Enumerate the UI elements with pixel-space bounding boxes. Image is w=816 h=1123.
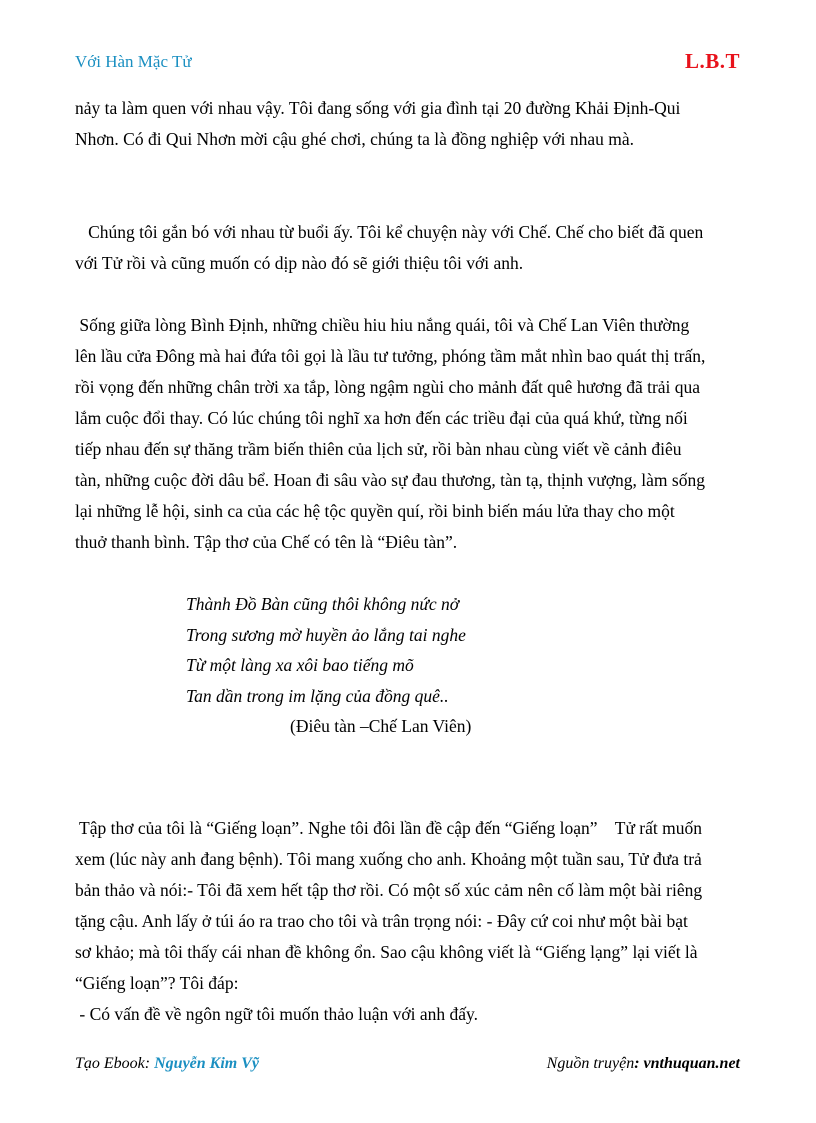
poem-line: Tan dần trong im lặng của đồng quê.. [186, 685, 449, 706]
text-line: Nhơn. Có đi Qui Nhơn mời cậu ghé chơi, chúng ta là đồng nghiệp với nhau mà. [75, 129, 635, 149]
footer-ebook-credit [75, 1055, 259, 1073]
text-line: Sống giữa lòng Bình Định, những chiều hiu hiu nắng quái, tôi và Chế Lan Viên thường [75, 315, 690, 335]
poem-block [75, 589, 747, 742]
text-line: lại những lễ hội, sinh ca của các hệ tộc quyền quí, rồi binh biến máu lửa thay cho một [75, 501, 675, 521]
text-line: lắm cuộc đổi thay. Có lúc chúng tôi nghĩ xa hơn đến các triều đại của quá khứ, từng nối [75, 408, 688, 428]
paragraph-2 [75, 186, 747, 279]
text-line: Tập thơ của tôi là “Giếng loạn”. Nghe tôi đôi lần đề cập đến “Giếng loạn” Tử rất muốn [75, 817, 703, 838]
footer-source-credit [547, 1055, 740, 1073]
text-line: với Tử rồi và cũng muốn có dịp nào đó sẽ giới thiệu tôi với anh. [75, 253, 524, 273]
text-line: nảy ta làm quen với nhau vậy. Tôi đang sống với gia đình tại 20 đường Khải Định-Qui [75, 98, 681, 118]
source-label: Nguồn truyện [546, 1055, 635, 1072]
ebook-author-link[interactable]: Nguyễn Kim Vỹ [154, 1055, 259, 1072]
poem-line: Từ một làng xa xôi bao tiếng mõ [186, 655, 414, 675]
poem-line: Trong sương mờ huyền ảo lắng tai nghe [186, 624, 466, 645]
text-line: thuở thanh bình. Tập thơ của Chế có tên là “Điêu tàn”. [75, 532, 458, 552]
header-title: Với Hàn Mặc Tử [75, 52, 192, 71]
text-line: xem (lúc này anh đang bệnh). Tôi mang xuống cho anh. Khoảng một tuần sau, Tử đưa trả [75, 848, 702, 869]
text-line: - Có vấn đề về ngôn ngữ tôi muốn thảo luận với anh đấy. [75, 1003, 479, 1024]
paragraph-1 [75, 93, 747, 155]
text-line: rồi vọng đến những chân trời xa tắp, lòng ngậm ngùi cho mảnh đất quê hương đã trải qua [75, 377, 701, 397]
text-line: Chúng tôi gắn bó với nhau từ buổi ấy. Tôi kể chuyện này với Chế. Chế cho biết đã quen [75, 222, 704, 242]
ebook-colon: : [144, 1055, 155, 1072]
text-line: tiếp nhau đến sự thăng trầm biến thiên của lịch sử, rồi bàn nhau cùng viết về cảnh điêu [75, 439, 682, 459]
poem-credit: (Điêu tàn –Chế Lan Viên) [290, 716, 472, 736]
text-line: tàn, những cuộc đời dâu bể. Hoan đi sâu vào sự đau thương, tàn tạ, thịnh vượng, làm sống [75, 470, 705, 490]
paragraph-3 [75, 310, 747, 558]
text-line: tặng cậu. Anh lấy ở túi áo ra trao cho tôi và trân trọng nói: - Đây cứ coi như một bài bạt [75, 910, 688, 931]
poem-line: Thành Đồ Bàn cũng thôi không nức nở [186, 594, 460, 614]
document-body [75, 93, 747, 1030]
text-line: sơ khảo; mà tôi thấy cái nhan đề không ổn. Sao cậu không viết là “Giếng lạng” lại viết là [75, 941, 698, 962]
source-site-link[interactable]: vnthuquan.net [643, 1055, 740, 1072]
text-line: “Giếng loạn”? Tôi đáp: [75, 972, 239, 993]
text-line: lên lầu cửa Đông mà hai đứa tôi gọi là lầu tư tưởng, phóng tầm mắt nhìn bao quát thị trấn, [75, 346, 706, 366]
ebook-label: Tạo Ebook [75, 1055, 145, 1072]
source-colon: : [634, 1055, 644, 1072]
paragraph-4 [75, 813, 747, 1030]
header-initials: L.B.T [684, 49, 740, 73]
text-line: bản thảo và nói:- Tôi đã xem hết tập thơ rồi. Có một số xúc cảm nên cố làm một bài riêng [75, 879, 703, 900]
